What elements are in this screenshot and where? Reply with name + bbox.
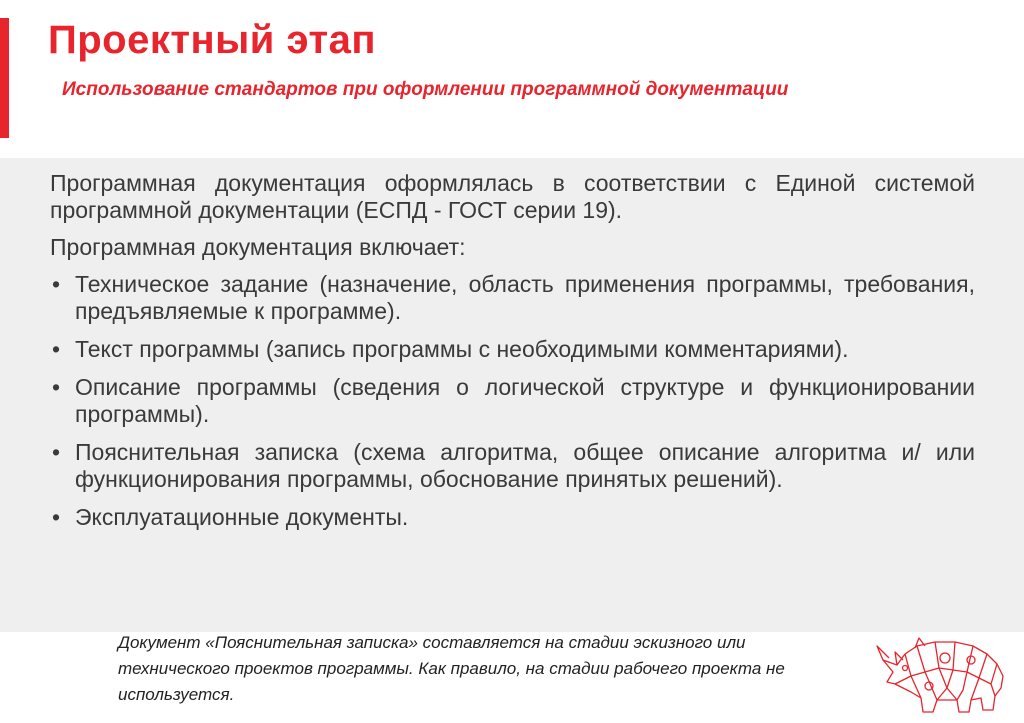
bullet-icon: • (52, 336, 61, 362)
intro-paragraph: Программная документация оформлялась в соответствии с Единой системой программной документации (ЕСПД - ГОСТ серии 19). (50, 170, 975, 223)
list-item-text: Эксплуатационные документы. (75, 504, 409, 530)
bullet-list (50, 271, 975, 531)
lead-paragraph: Программная документация включает: (50, 234, 466, 260)
list-item (50, 374, 975, 428)
rhino-icon (875, 632, 1015, 717)
footnote: Документ «Пояснительная записка» составляется на стадии эскизного или технического проектов программы. Как правило, на стадии рабочего проекта не используется. (118, 633, 785, 704)
list-item-text: Текст программы (запись программы с необходимыми комментариями). (75, 336, 849, 362)
list-item-text: Описание программы (сведения о логической структуре и функционировании программы). (75, 374, 975, 427)
list-item-text: Техническое задание (назначение, область применения программы, требования, предъявляемые к программе). (75, 271, 975, 324)
page-title: Проектный этап (48, 18, 377, 62)
bullet-icon: • (52, 271, 61, 297)
content-body (50, 170, 975, 542)
list-item (50, 439, 975, 493)
page-subtitle: Использование стандартов при оформлении программной документации (62, 79, 789, 100)
list-item (50, 504, 975, 531)
accent-bar (0, 18, 9, 138)
bullet-icon: • (52, 439, 61, 465)
bullet-icon: • (52, 374, 61, 400)
list-item-text: Пояснительная записка (схема алгоритма, общее описание алгоритма и/ или функционирования программы, обоснование принятых решений). (75, 439, 975, 492)
bullet-icon: • (52, 504, 61, 530)
list-item (50, 336, 975, 363)
list-item (50, 271, 975, 325)
